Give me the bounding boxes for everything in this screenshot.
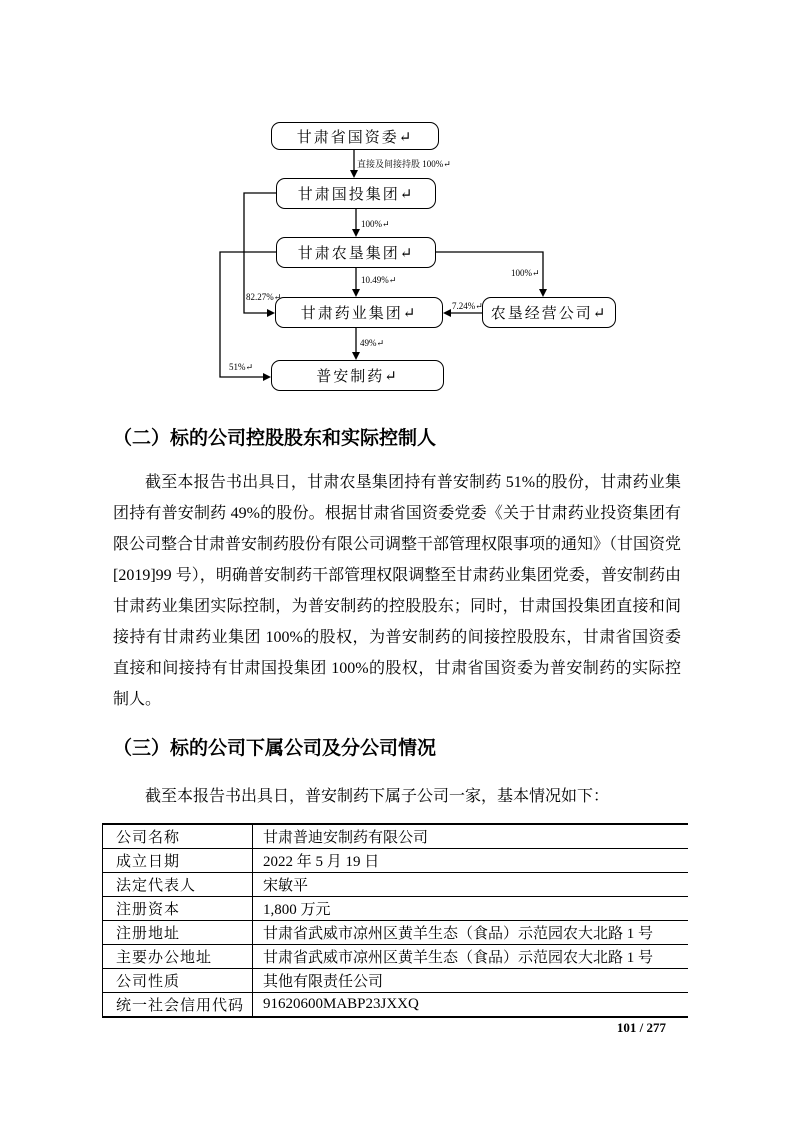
- arrowhead-down-icon: [352, 229, 360, 237]
- org-node-gansu-nongken-group: 甘肃农垦集团↵: [276, 237, 436, 268]
- table-row: [103, 873, 689, 897]
- section3-paragraph: 截至本报告书出具日，普安制药下属子公司一家，基本情况如下：: [145, 788, 610, 805]
- table-row-value: 1,800 万元: [253, 897, 689, 921]
- edge-label-100-right: 100%↵: [511, 268, 540, 278]
- arrowhead-down-icon: [352, 352, 360, 360]
- table-row-label: 公司性质: [103, 969, 253, 993]
- table-row: [103, 824, 689, 849]
- table-row-label: 成立日期: [103, 849, 253, 873]
- org-node-gansu-sasac: 甘肃省国资委↵: [271, 122, 439, 150]
- org-node-gansu-pharma-group: 甘肃药业集团↵: [275, 297, 443, 328]
- table-row-label: 注册地址: [103, 921, 253, 945]
- table-row-value: 宋敏平: [253, 873, 689, 897]
- table-row: [103, 921, 689, 945]
- section-heading-controlling-shareholder: （二）标的公司控股股东和实际控制人: [113, 428, 437, 449]
- table-row: [103, 969, 689, 993]
- table-row-value: 2022 年 5 月 19 日: [253, 849, 689, 873]
- table-row-value: 甘肃省武威市凉州区黄羊生态（食品）示范园农大北路 1 号: [253, 945, 689, 969]
- section-heading-subsidiaries: （三）标的公司下属公司及分公司情况: [113, 738, 437, 759]
- edge-label-direct-indirect-100: 直接及间接持股 100%↵: [357, 159, 451, 169]
- table-row-value: 甘肃普迪安制药有限公司: [263, 830, 429, 846]
- table-row: [103, 849, 689, 873]
- section2-paragraph: 截至本报告书出具日，甘肃农垦集团持有普安制药 51%的股份，甘肃药业集团持有普安制药 49%的股份。根据甘肃省国资委党委《关于甘肃药业投资集团有限公司整合甘肃普安制药股份有限公司调整干部管理权限事项的通知》（甘国资党[2019]99 号），明确普安制药干部管理权限调整至甘肃药业集团党委，普安制药由甘肃药业集团实际控制，为普安制药的控股股东；同时，甘肃国投集团直接和间接持有甘肃药业集团 100%的股权，为普安制药的间接控股股东，甘肃省国资委直接和间接持有甘肃国投集团 100%的股权，甘肃省国资委为普安制药的实际控制人。: [113, 474, 682, 708]
- table-row: [103, 897, 689, 921]
- edge-label-49: 49%↵: [360, 338, 385, 348]
- edge-label-82-27: 82.27%↵: [246, 292, 282, 302]
- page-number: 101 / 277: [616, 1020, 666, 1035]
- table-row-label: 公司名称: [103, 824, 253, 849]
- org-node-gansu-guotou-group: 甘肃国投集团↵: [276, 178, 436, 209]
- edge-label-7-24: 7.24%↵: [452, 301, 483, 311]
- arrowhead-right-icon: [267, 309, 275, 317]
- arrowhead-down-icon: [539, 289, 547, 297]
- subsidiary-info-table: [102, 823, 688, 1018]
- table-row-label: 法定代表人: [103, 873, 253, 897]
- edge-label-10-49: 10.49%↵: [361, 275, 397, 285]
- edge-label-100: 100%↵: [361, 219, 390, 229]
- table-row-label: 主要办公地址: [103, 945, 253, 969]
- table-row-label: 统一社会信用代码: [103, 993, 253, 1018]
- arrowhead-right-icon: [263, 373, 271, 381]
- arrowhead-down-icon: [350, 170, 358, 178]
- arrowhead-down-icon: [352, 289, 360, 297]
- table-row-value: 其他有限责任公司: [253, 969, 689, 993]
- edge-label-51: 51%↵: [229, 362, 254, 372]
- table-row-label: 注册资本: [103, 897, 253, 921]
- table-row: [103, 993, 689, 1018]
- arrowhead-left-icon: [443, 309, 451, 317]
- table-row-value: 91620600MABP23JXXQ: [253, 993, 689, 1018]
- table-row: [103, 945, 689, 969]
- org-node-puan-pharma: 普安制药↵: [271, 360, 444, 391]
- org-chart-connector-lines: [0, 0, 793, 420]
- org-node-nongken-operating-co: 农垦经营公司↵: [482, 297, 616, 328]
- table-row-value: 甘肃省武威市凉州区黄羊生态（食品）示范园农大北路 1 号: [253, 921, 689, 945]
